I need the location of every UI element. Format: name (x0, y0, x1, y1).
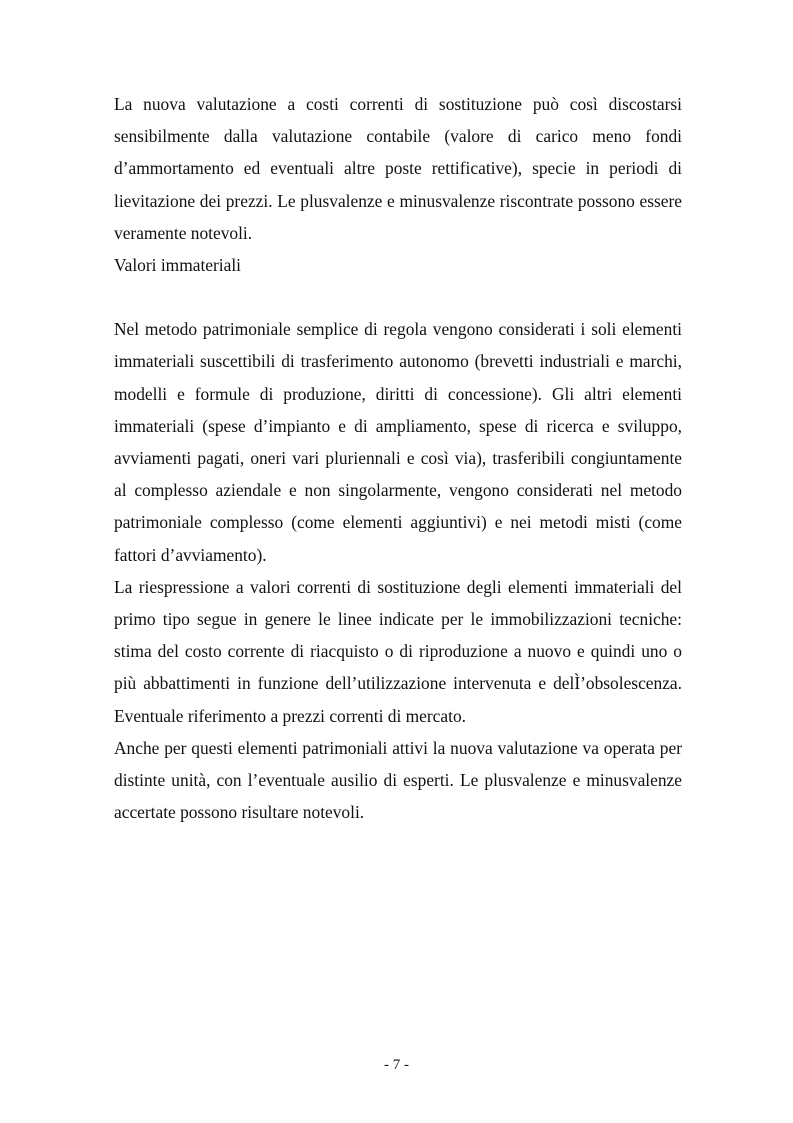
paragraph-body-1: Nel metodo patrimoniale semplice di regola vengono considerati i soli elementi immateriali suscettibili di trasferimento autonomo (brevetti industriali e marchi, modelli e formule di produzione, diritti di concessione). Gli altri elementi immateriali (spese d’impianto e di ampliamento, spese di ricerca e sviluppo, avviamenti pagati, oneri vari pluriennali e così via), trasferibili congiuntamente al complesso aziendale e non singolarmente, vengono considerati nel metodo patrimoniale complesso (come elementi aggiuntivi) e nei metodi misti (come fattori d’avviamento). (114, 319, 682, 565)
paragraph-intro: La nuova valutazione a costi correnti di sostituzione può così discostarsi sensibilmente dalla valutazione contabile (valore di carico meno fondi d’ammortamento ed eventuali altre poste rettificative), specie in periodi di lievitazione dei prezzi. Le plusvalenze e minusvalenze riscontrate possono essere veramente notevoli. (114, 94, 682, 243)
paragraph-body-2: La riespressione a valori correnti di sostituzione degli elementi immateriali del primo tipo segue in genere le linee indicate per le immobilizzazioni tecniche: stima del costo corrente di riacquisto o di riproduzione a nuovo e quindi uno o più abbattimenti in funzione dell’utilizzazione intervenuta e delÌ’obsolescenza. Eventuale riferimento a prezzi correnti di mercato. (114, 576, 682, 726)
section-heading: Valori immateriali (114, 255, 242, 276)
page-body (114, 88, 682, 828)
page-number: - 7 - (384, 1057, 409, 1073)
paragraph-body-3: Anche per questi elementi patrimoniali attivi la nuova valutazione va operata per distinte unità, con l’eventuale ausilio di esperti. Le plusvalenze e minusvalenze accertate possono risultare notevoli. (114, 737, 682, 823)
